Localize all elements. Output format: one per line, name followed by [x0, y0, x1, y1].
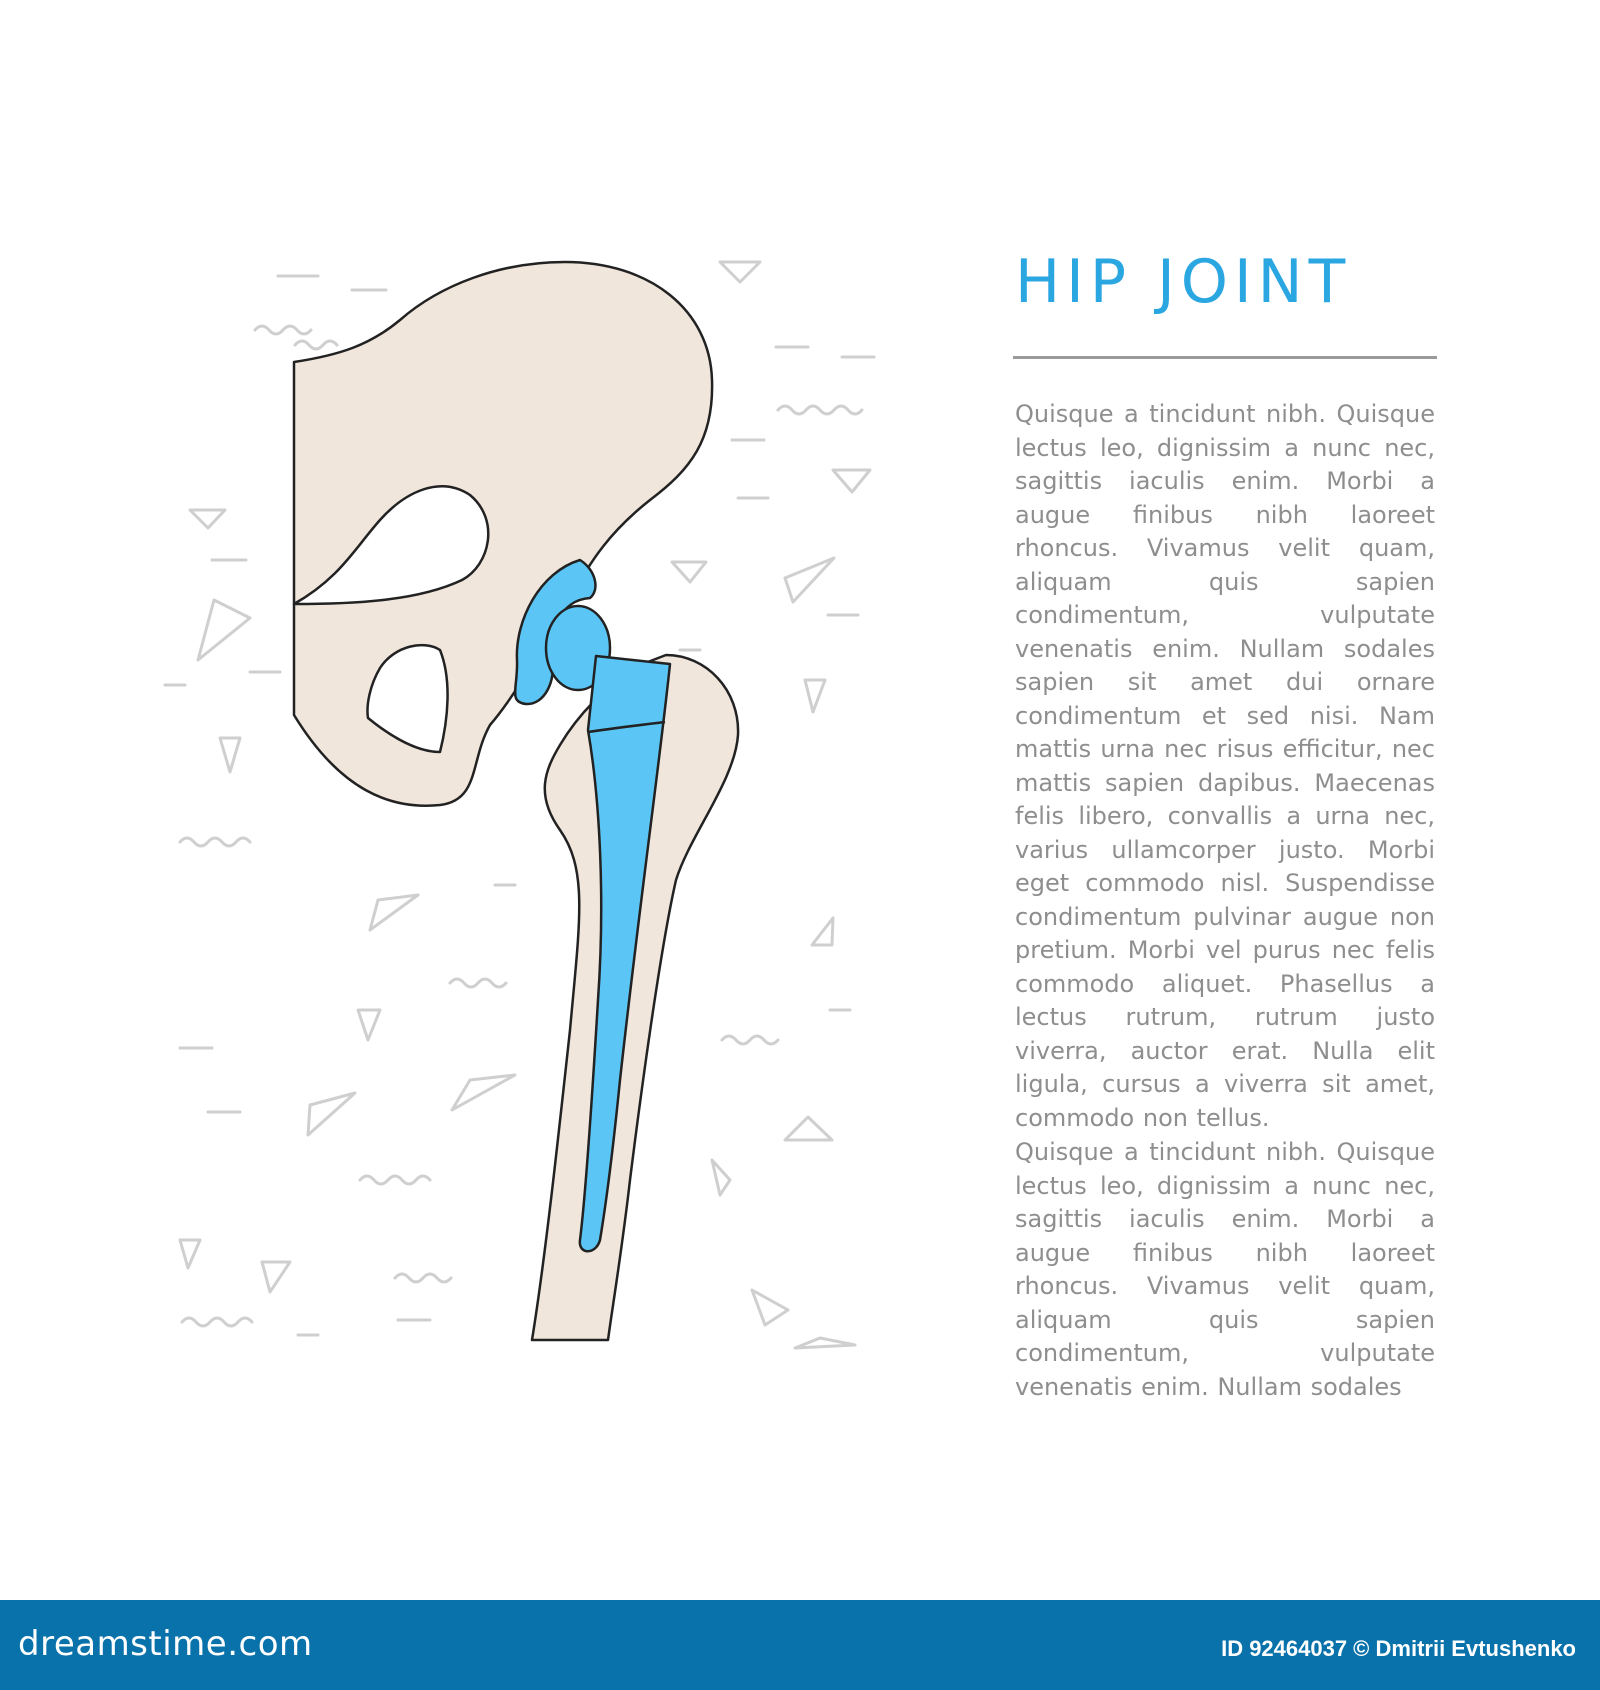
body-paragraph-2: Quisque a tincidunt nibh. Quisque lectus leo, dignissim a nunc nec, sagittis iaculis enim. Morbi a augue finibus nibh laoreet rhoncus. Vivamus velit quam, aliquam quis sapien condimentum, vulputate venenatis enim. Nullam sodales — [1015, 1138, 1435, 1401]
brand-logo-text: dreamstime.com — [18, 1624, 313, 1664]
watermark-footer-bar — [0, 1600, 1600, 1690]
image-credit: ID 92464037 © Dmitrii Evtushenko — [1221, 1636, 1576, 1661]
page-title: HIP JOINT — [1015, 247, 1352, 317]
title-divider — [1013, 356, 1437, 359]
body-paragraph-1: Quisque a tincidunt nibh. Quisque lectus leo, dignissim a nunc nec, sagittis iaculis enim. Morbi a augue finibus nibh laoreet rhoncus. Vivamus velit quam, aliquam quis sapien condimentum, vulputate venenatis enim. Nullam sodales sapien sit amet dui ornare condimentum et sed nisi. Nam mattis urna nec risus efficitur, nec mattis sapien dapibus. Maecenas felis libero, convallis a urna nec, varius ullamcorper justo. Morbi eget commodo nisl. Suspendisse condimentum pulvinar augue non pretium. Morbi vel purus nec felis commodo aliquet. Phasellus a lectus rutrum, rutrum justo viverra, auctor erat. Nulla elit ligula, cursus a viverra sit amet, commodo non tellus. — [1015, 400, 1435, 1132]
